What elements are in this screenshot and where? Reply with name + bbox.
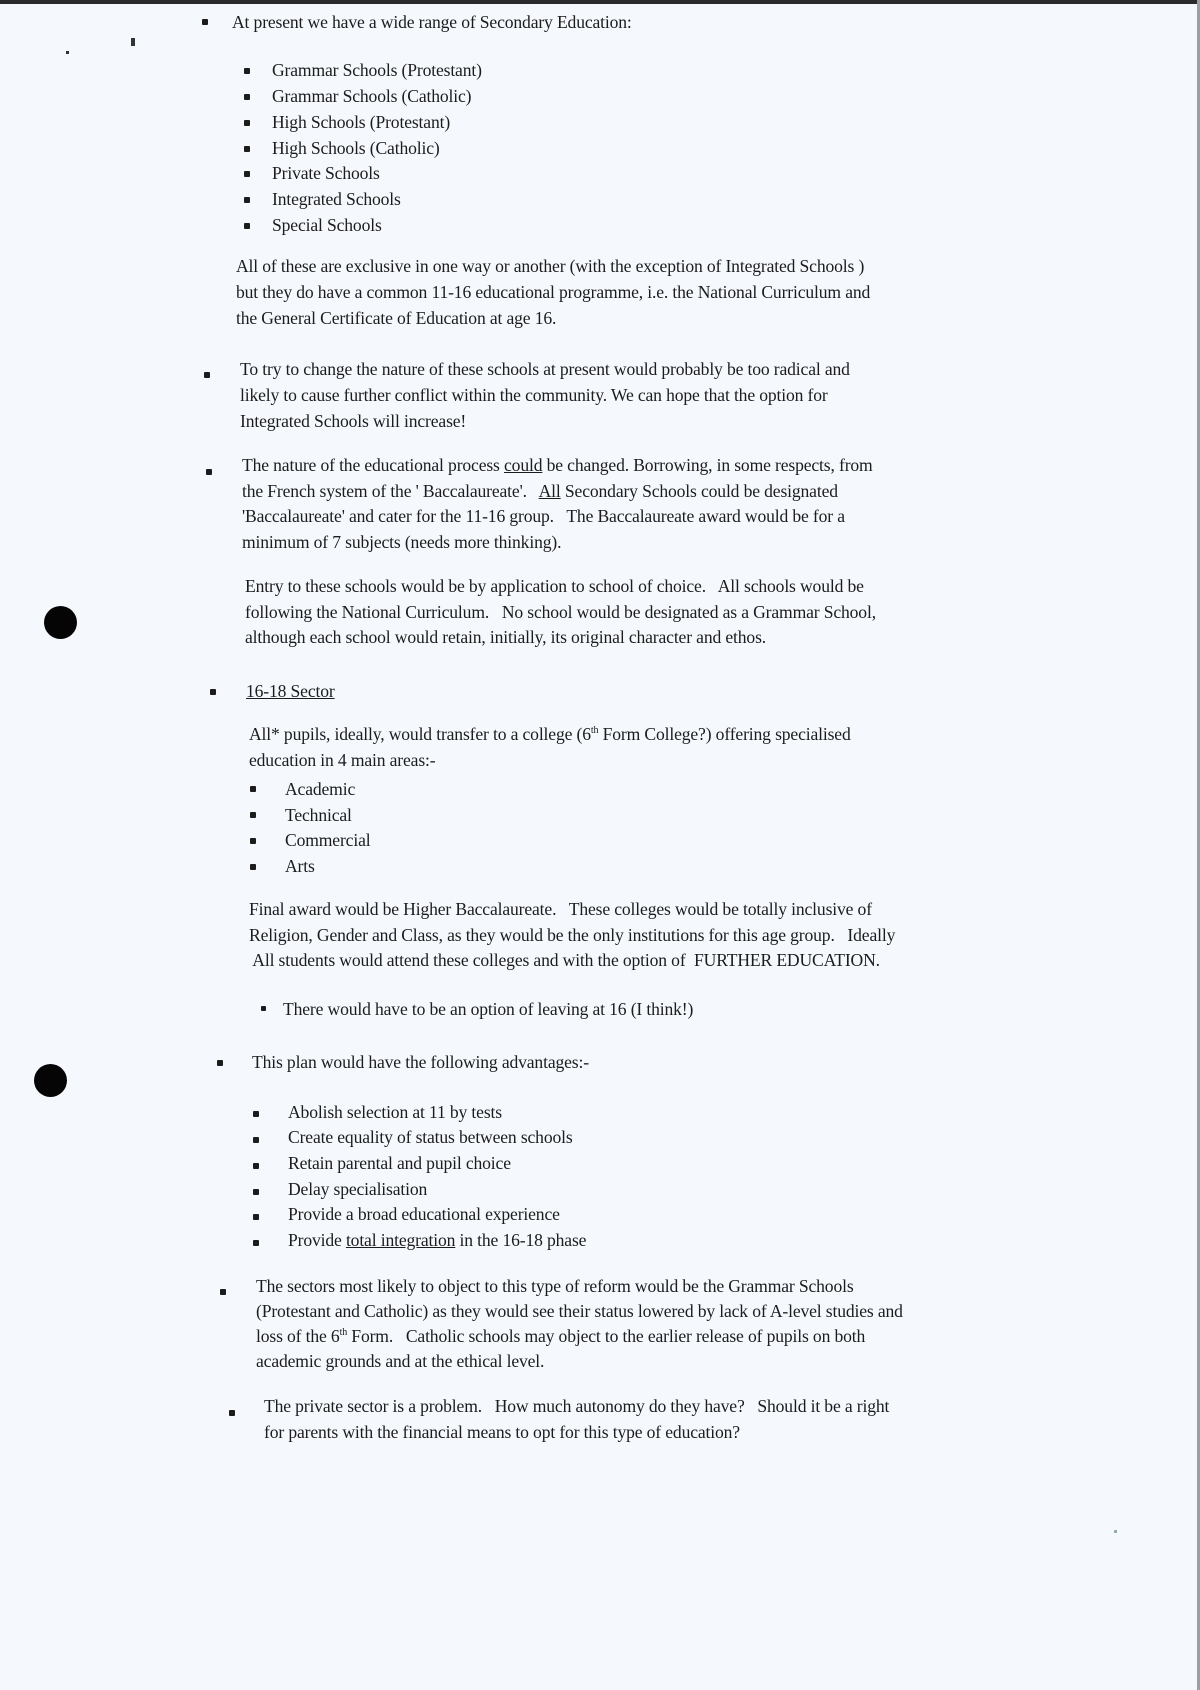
paragraph-line: the General Certificate of Education at age 16. xyxy=(236,308,557,328)
bullet-icon xyxy=(244,146,250,152)
paragraph-line: likely to cause further conflict within the community. We can hope that the option for xyxy=(240,385,828,405)
list-item: Integrated Schools xyxy=(272,189,401,209)
text-run: Secondary Schools could be designated xyxy=(560,481,838,501)
paragraph-line: following the National Curriculum. No school would be designated as a Grammar School, xyxy=(245,602,876,622)
list-item: Grammar Schools (Catholic) xyxy=(272,86,472,106)
bullet-icon xyxy=(250,838,256,844)
text-run: the French system of the ' Baccalaureate'. xyxy=(242,481,539,501)
bullet-icon xyxy=(250,786,256,792)
text-run: Form. Catholic schools may object to the earlier release of pupils on both xyxy=(347,1326,866,1346)
text-run: Form College?) offering specialised xyxy=(598,724,851,744)
bullet-icon xyxy=(229,1410,235,1416)
list-item: Arts xyxy=(285,856,315,876)
list-item: Delay specialisation xyxy=(288,1179,428,1199)
paragraph-line xyxy=(256,1323,865,1349)
paragraph-line: The sectors most likely to object to this type of reform would be the Grammar Schools xyxy=(256,1276,854,1296)
list-item: Provide a broad educational experience xyxy=(288,1204,560,1224)
bullet-icon xyxy=(253,1163,259,1169)
paragraph-line: Integrated Schools will increase! xyxy=(240,411,467,431)
paragraph-line: The private sector is a problem. How much autonomy do they have? Should it be a right xyxy=(264,1396,890,1416)
bullet-icon xyxy=(244,223,250,229)
list-item: High Schools (Catholic) xyxy=(272,138,440,158)
text-run: loss of the 6 xyxy=(256,1326,340,1346)
bullet-icon xyxy=(244,68,250,74)
punch-hole xyxy=(44,606,77,639)
bullet-icon xyxy=(210,689,216,695)
bullet-icon xyxy=(244,171,250,177)
paragraph-line: (Protestant and Catholic) as they would see their status lowered by lack of A-level studies and xyxy=(256,1301,903,1321)
list-item: Special Schools xyxy=(272,215,382,235)
text-run: The nature of the educational process xyxy=(242,455,505,475)
punch-hole xyxy=(34,1064,67,1097)
list-item: Grammar Schools (Protestant) xyxy=(272,60,482,80)
bullet-icon xyxy=(253,1214,259,1220)
list-item: Abolish selection at 11 by tests xyxy=(288,1102,502,1122)
bullet-icon xyxy=(253,1111,259,1117)
list-item: Academic xyxy=(285,779,356,799)
paragraph-line: although each school would retain, initially, its original character and ethos. xyxy=(245,627,767,647)
bullet-icon xyxy=(253,1240,259,1246)
bullet-icon xyxy=(253,1137,259,1143)
paragraph-line xyxy=(242,452,873,478)
paragraph-line: To try to change the nature of these schools at present would probably be too radical and xyxy=(240,359,850,379)
paragraph-line: but they do have a common 11-16 educational programme, i.e. the National Curriculum and xyxy=(236,282,871,302)
list-item: Technical xyxy=(285,805,352,825)
scan-speck xyxy=(1114,1530,1117,1533)
bullet-icon xyxy=(220,1289,226,1295)
bullet-icon xyxy=(202,19,208,25)
paragraph-line: All of these are exclusive in one way or another (with the exception of Integrated Schools ) xyxy=(236,256,865,276)
bullet-icon xyxy=(206,469,212,475)
paragraph-line: education in 4 main areas:- xyxy=(249,750,436,770)
paragraph-line xyxy=(249,721,851,747)
list-item: Private Schools xyxy=(272,163,380,183)
list-item: Create equality of status between schools xyxy=(288,1127,573,1147)
superscript: th xyxy=(339,1327,348,1339)
footnote: There would have to be an option of leaving at 16 (I think!) xyxy=(283,999,694,1019)
paragraph-line: 'Baccalaureate' and cater for the 11-16 group. The Baccalaureate award would be for a xyxy=(242,506,845,526)
bullet-icon xyxy=(253,1189,259,1195)
scan-speck xyxy=(131,38,135,46)
bullet-icon xyxy=(244,197,250,203)
list-item: Commercial xyxy=(285,830,371,850)
intro-text: At present we have a wide range of Secondary Education: xyxy=(232,12,632,32)
scan-speck xyxy=(66,51,69,54)
paragraph-line: academic grounds and at the ethical level. xyxy=(256,1351,545,1371)
emphasis-total-integration: total integration xyxy=(345,1230,456,1250)
superscript: th xyxy=(590,725,599,737)
paragraph-line: Final award would be Higher Baccalaureate. These colleges would be totally inclusive of xyxy=(249,899,872,919)
paragraph-line: Entry to these schools would be by application to school of choice. All schools would be xyxy=(245,576,864,596)
bullet-icon xyxy=(261,1006,266,1011)
bullet-icon xyxy=(250,864,256,870)
emphasis-could: could xyxy=(504,455,543,475)
bullet-icon xyxy=(250,812,256,818)
text-run: Provide xyxy=(288,1230,346,1250)
list-item: Retain parental and pupil choice xyxy=(288,1153,511,1173)
list-item: High Schools (Protestant) xyxy=(272,112,451,132)
bullet-icon xyxy=(244,94,250,100)
paragraph-line: Religion, Gender and Class, as they would be the only institutions for this age group. Ideally xyxy=(249,925,896,945)
section-heading: 16-18 Sector xyxy=(246,681,335,701)
paragraph-line xyxy=(242,478,838,504)
list-item xyxy=(288,1227,586,1253)
bullet-icon xyxy=(244,120,250,126)
bullet-icon xyxy=(204,372,210,378)
text-run: in the 16-18 phase xyxy=(455,1230,587,1250)
paragraph-line: All students would attend these colleges and with the option of FURTHER EDUCATION. xyxy=(249,950,880,970)
paragraph-line: for parents with the financial means to opt for this type of education? xyxy=(264,1422,740,1442)
bullet-icon xyxy=(217,1060,223,1066)
paragraph-line: minimum of 7 subjects (needs more thinking). xyxy=(242,532,562,552)
text-run: be changed. Borrowing, in some respects, from xyxy=(542,455,873,475)
emphasis-all: All xyxy=(538,481,561,501)
paragraph-line: This plan would have the following advantages:- xyxy=(252,1052,589,1072)
text-run: All* pupils, ideally, would transfer to a college (6 xyxy=(249,724,591,744)
